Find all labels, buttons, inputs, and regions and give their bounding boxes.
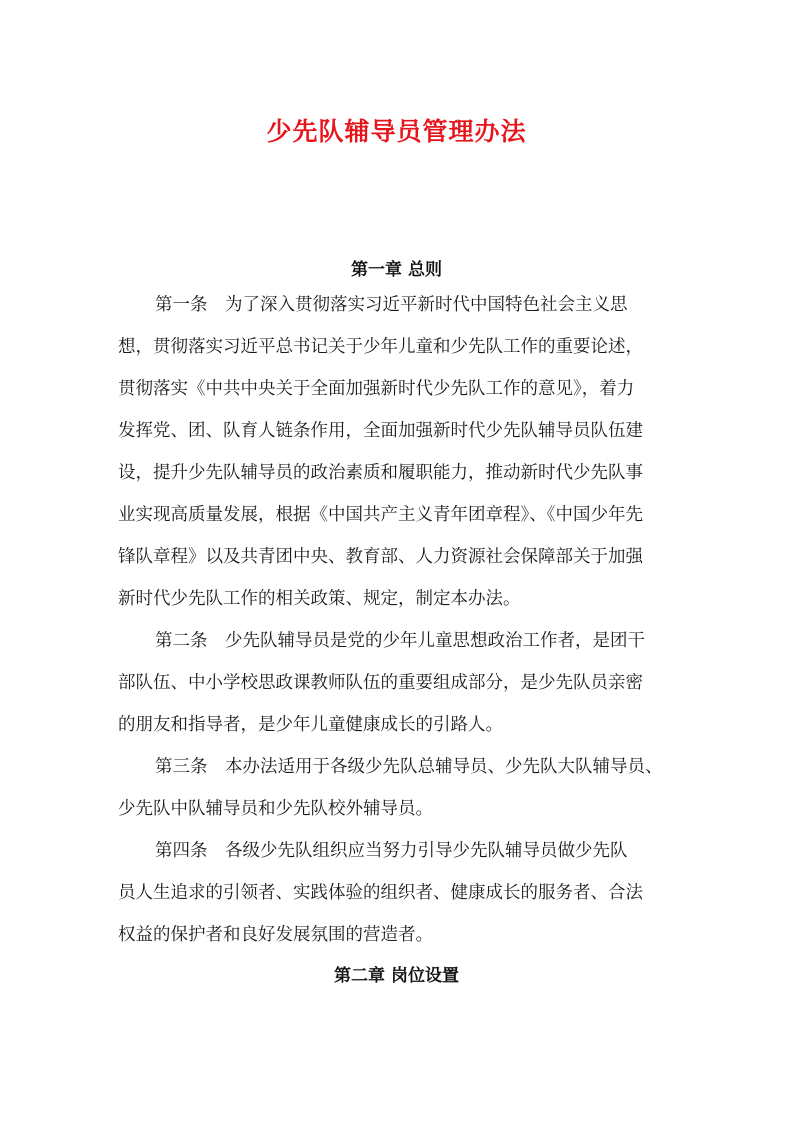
article-1-line: 设，提升少先队辅导员的政治素质和履职能力，推动新时代少先队事 <box>118 463 643 483</box>
article-2-line: 第二条 少先队辅导员是党的少年儿童思想政治工作者，是团干 <box>155 631 645 651</box>
article-1-line: 业实现高质量发展，根据《中国共产主义青年团章程》、《中国少年先 <box>118 505 643 525</box>
article-4-line: 第四条 各级少先队组织应当努力引导少先队辅导员做少先队 <box>155 841 628 861</box>
article-2-line: 的朋友和指导者，是少年儿童健康成长的引路人。 <box>118 715 503 735</box>
article-1-line: 新时代少先队工作的相关政策、规定，制定本办法。 <box>118 589 521 609</box>
article-3-line: 第三条 本办法适用于各级少先队总辅导员、少先队大队辅导员、 <box>155 757 663 777</box>
article-4-line: 权益的保护者和良好发展氛围的营造者。 <box>118 925 433 945</box>
article-2-line: 部队伍、中小学校思政课教师队伍的重要组成部分，是少先队员亲密 <box>118 673 643 693</box>
article-4-line: 员人生追求的引领者、实践体验的组织者、健康成长的服务者、合法 <box>118 883 643 903</box>
article-1-line: 第一条 为了深入贯彻落实习近平新时代中国特色社会主义思 <box>155 295 628 315</box>
article-1-line: 贯彻落实《中共中央关于全面加强新时代少先队工作的意见》，着力 <box>118 379 635 399</box>
chapter-heading: 第一章 总则 <box>351 260 442 280</box>
chapter-heading: 第二章 岗位设置 <box>334 966 459 986</box>
article-1-line: 锋队章程》以及共青团中央、教育部、人力资源社会保障部关于加强 <box>118 547 643 567</box>
article-1-line: 发挥党、团、队育人链条作用，全面加强新时代少先队辅导员队伍建 <box>118 421 643 441</box>
article-3-line: 少先队中队辅导员和少先队校外辅导员。 <box>118 799 433 819</box>
document-title: 少先队辅导员管理办法 <box>266 117 527 146</box>
article-1-line: 想，贯彻落实习近平总书记关于少年儿童和少先队工作的重要论述， <box>118 337 643 357</box>
